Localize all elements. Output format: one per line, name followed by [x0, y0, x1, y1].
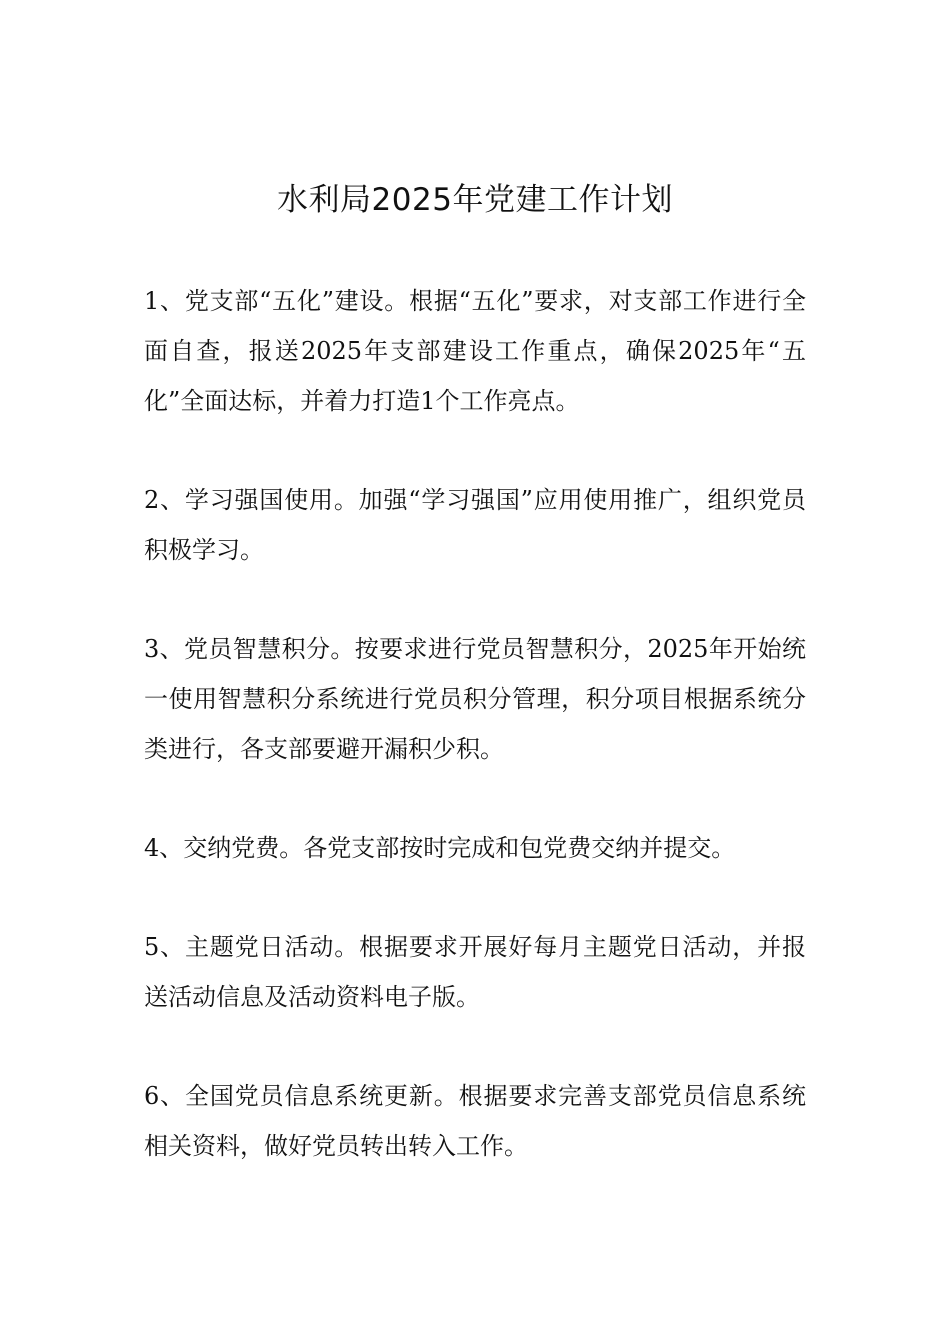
document-title: 水利局2025年党建工作计划 [277, 182, 673, 218]
plan-item-6: 6、全国党员信息系统更新。根据要求完善支部党员信息系统相关资料，做好党员转出转入工作。 [144, 1082, 806, 1160]
plan-item-1: 1、党支部“五化”建设。根据“五化”要求，对支部工作进行全面自查，报送2025年支部建设工作重点，确保2025年“五化”全面达标，并着力打造1个工作亮点。 [144, 287, 806, 415]
plan-item-4: 4、交纳党费。各党支部按时完成和包党费交纳并提交。 [144, 834, 736, 862]
plan-item-3: 3、党员智慧积分。按要求进行党员智慧积分，2025年开始统一使用智慧积分系统进行党员积分管理，积分项目根据系统分类进行，各支部要避开漏积少积。 [144, 635, 806, 763]
plan-item-2: 2、学习强国使用。加强“学习强国”应用使用推广，组织党员积极学习。 [144, 486, 806, 564]
plan-item-5: 5、主题党日活动。根据要求开展好每月主题党日活动，并报送活动信息及活动资料电子版。 [144, 933, 806, 1011]
document-body [144, 276, 806, 1220]
